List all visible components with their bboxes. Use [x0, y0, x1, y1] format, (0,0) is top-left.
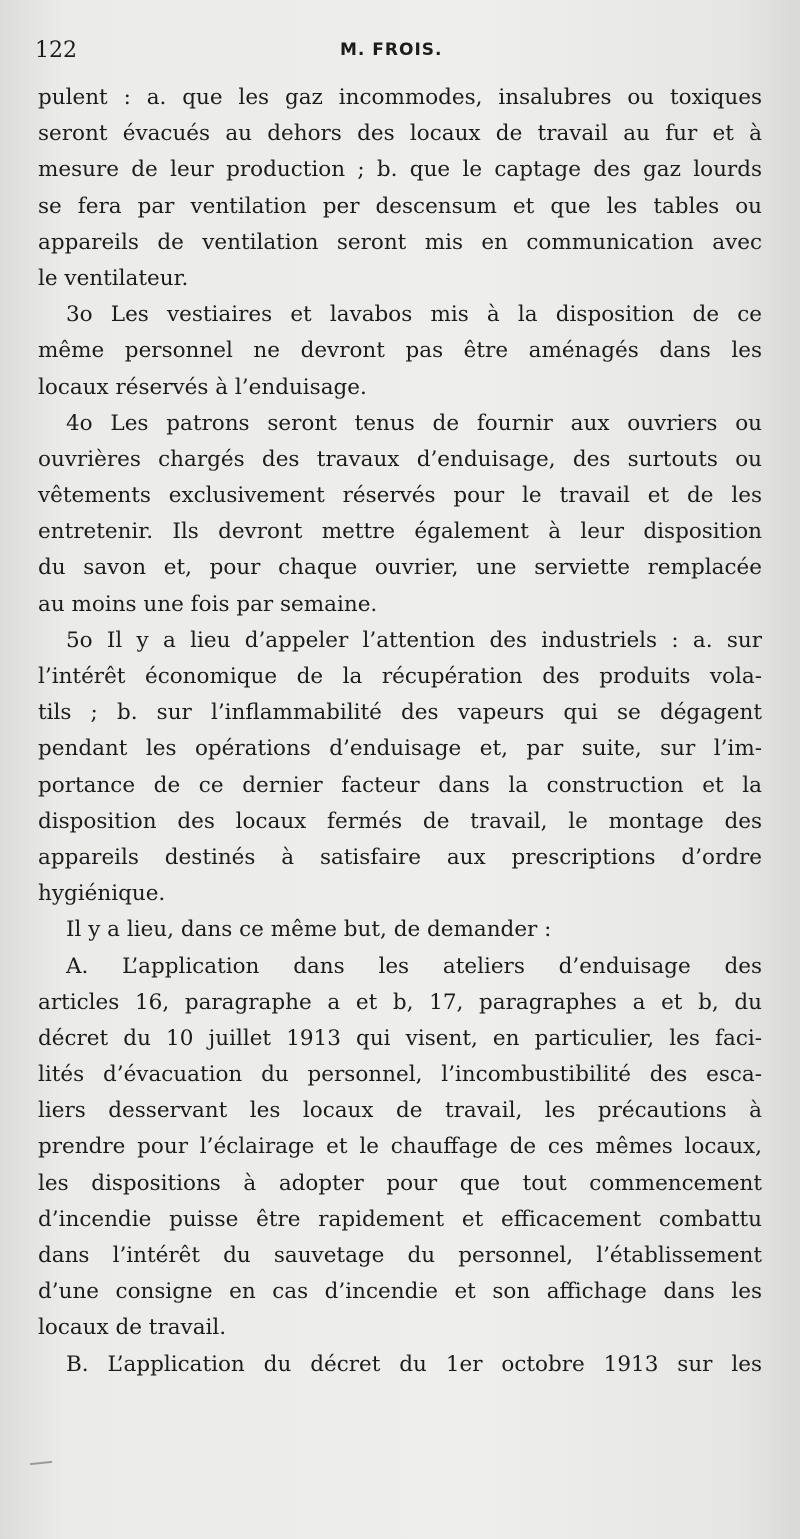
- text-line: pendant les opérations d’enduisage et, par suite, sur l’im-: [38, 736, 762, 762]
- text-line: appareils destinés à satisfaire aux prescriptions d’ordre: [38, 844, 762, 870]
- text-line: articles 16, paragraphe a et b, 17, paragraphes a et b, du: [38, 989, 762, 1015]
- text-line: 4o Les patrons seront tenus de fournir aux ouvriers ou: [66, 410, 762, 436]
- page-number: 122: [35, 38, 77, 63]
- text-line: locaux réservés à l’enduisage.: [38, 374, 367, 400]
- text-line: d’une consigne en cas d’incendie et son affichage dans les: [38, 1279, 762, 1305]
- text-line: seront évacués au dehors des locaux de travail au fur et à: [38, 121, 762, 147]
- text-line: lités d’évacuation du personnel, l’incombustibilité des esca-: [38, 1062, 762, 1088]
- text-line: portance de ce dernier facteur dans la construction et la: [38, 772, 762, 798]
- scan-mark: [30, 1461, 52, 1465]
- text-line: dans l’intérêt du sauvetage du personnel, l’établissement: [38, 1243, 762, 1268]
- text-line: tils ; b. sur l’inflammabilité des vapeurs qui se dégagent: [38, 700, 762, 726]
- text-line: prendre pour l’éclairage et le chauffage de ces mêmes locaux,: [38, 1134, 762, 1160]
- text-line: vêtements exclusivement réservés pour le travail et de les: [38, 483, 762, 509]
- text-line: le ventilateur.: [38, 265, 189, 291]
- body-text: [38, 80, 762, 1383]
- text-line: pulent : a. que les gaz incommodes, insalubres ou toxiques: [38, 85, 762, 110]
- text-line: 3o Les vestiaires et lavabos mis à la disposition de ce: [66, 302, 762, 328]
- running-head: M. FROIS.: [340, 40, 443, 60]
- text-line: Il y a lieu, dans ce même but, de demander :: [66, 917, 552, 943]
- text-line: se fera par ventilation per descensum et que les tables ou: [38, 193, 762, 219]
- text-line: B. L’application du décret du 1er octobre 1913 sur les: [66, 1351, 762, 1377]
- text-line: d’incendie puisse être rapidement et efficacement combattu: [38, 1206, 762, 1232]
- text-line: entretenir. Ils devront mettre également à leur disposition: [38, 519, 762, 545]
- text-line: même personnel ne devront pas être aménagés dans les: [38, 338, 762, 364]
- text-line: mesure de leur production ; b. que le captage des gaz lourds: [38, 157, 762, 183]
- text-line: du savon et, pour chaque ouvrier, une serviette remplacée: [38, 555, 762, 581]
- text-line: disposition des locaux fermés de travail, le montage des: [38, 808, 762, 834]
- text-line: 5o Il y a lieu d’appeler l’attention des industriels : a. sur: [66, 627, 762, 653]
- page-header: [35, 38, 735, 68]
- text-line: les dispositions à adopter pour que tout commencement: [38, 1170, 762, 1196]
- text-line: au moins une fois par semaine.: [38, 591, 378, 617]
- text-line: ouvrières chargés des travaux d’enduisage, des surtouts ou: [38, 446, 762, 472]
- text-line: l’intérêt économique de la récupération des produits vola-: [38, 664, 762, 689]
- text-line: appareils de ventilation seront mis en communication avec: [38, 229, 762, 255]
- text-line: liers desservant les locaux de travail, les précautions à: [38, 1098, 762, 1124]
- text-line: décret du 10 juillet 1913 qui visent, en particulier, les faci-: [38, 1025, 762, 1051]
- text-line: hygiénique.: [38, 881, 166, 907]
- text-line: A. L’application dans les ateliers d’enduisage des: [66, 953, 762, 979]
- text-line: locaux de travail.: [38, 1315, 227, 1341]
